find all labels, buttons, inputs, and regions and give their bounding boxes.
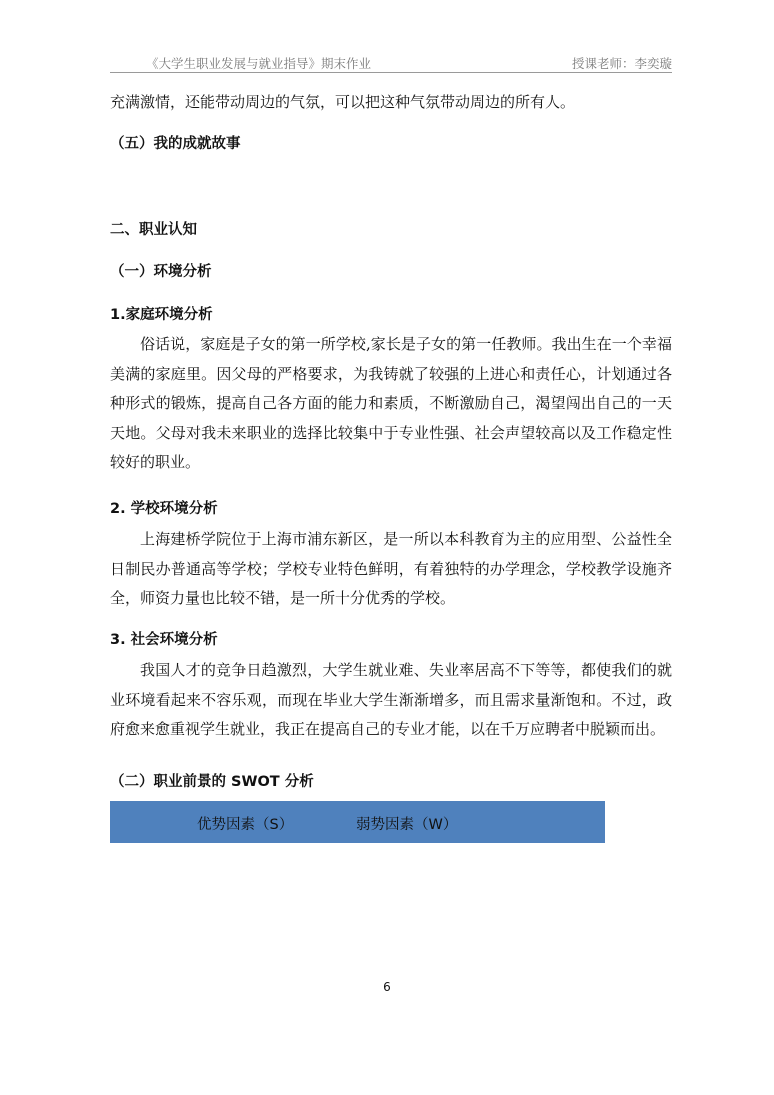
heading-society-environment: 3. 社会环境分析 xyxy=(110,632,218,648)
paragraph-society-environment: 我国人才的竞争日趋激烈，大学生就业难、失业率居高不下等等，都使我们的就业环境看起来不容乐观，而现在毕业大学生渐渐增多，而且需求量渐饱和。不过，政府愈来愈重视学生就业，我正在提高自己的专业才能，以在千万应聘者中脱颖而出。 xyxy=(110,661,672,738)
heading-family-environment: 1.家庭环境分析 xyxy=(110,307,213,323)
page-number: 6 xyxy=(383,980,391,994)
header-instructor: 授课老师：李奕璇 xyxy=(571,56,672,71)
page-header xyxy=(110,54,672,73)
swot-weaknesses-header: 弱势因素（W） xyxy=(356,817,458,833)
swot-table-header xyxy=(110,801,605,843)
swot-strengths-header: 优势因素（S） xyxy=(197,817,294,833)
heading-school-environment: 2. 学校环境分析 xyxy=(110,501,218,517)
paragraph-school-environment: 上海建桥学院位于上海市浦东新区，是一所以本科教育为主的应用型、公益性全日制民办普通高等学校；学校专业特色鲜明，有着独特的办学理念，学校教学设施齐全，师资力量也比较不错，是一所十分优秀的学校。 xyxy=(110,530,672,607)
continuation-text: 充满激情，还能带动周边的气氛，可以把这种气氛带动周边的所有人。 xyxy=(110,93,576,111)
paragraph-family-environment: 俗话说，家庭是子女的第一所学校,家长是子女的第一任教师。我出生在一个幸福美满的家庭里。因父母的严格要求，为我铸就了较强的上进心和责任心，计划通过各种形式的锻炼，提高自己各方面的能力和素质，不断激励自己，渴望闯出自己的一天天地。父母对我未来职业的选择比较集中于专业性强、社会声望较高以及工作稳定性较好的职业。 xyxy=(110,335,672,471)
heading-environment-analysis: （一）环境分析 xyxy=(110,264,212,280)
heading-achievement-story: （五）我的成就故事 xyxy=(110,136,241,152)
header-course-title: 《大学生职业发展与就业指导》期末作业 xyxy=(146,56,372,71)
heading-career-cognition: 二、职业认知 xyxy=(110,222,197,238)
heading-swot-analysis: （二）职业前景的 SWOT 分析 xyxy=(110,774,314,790)
